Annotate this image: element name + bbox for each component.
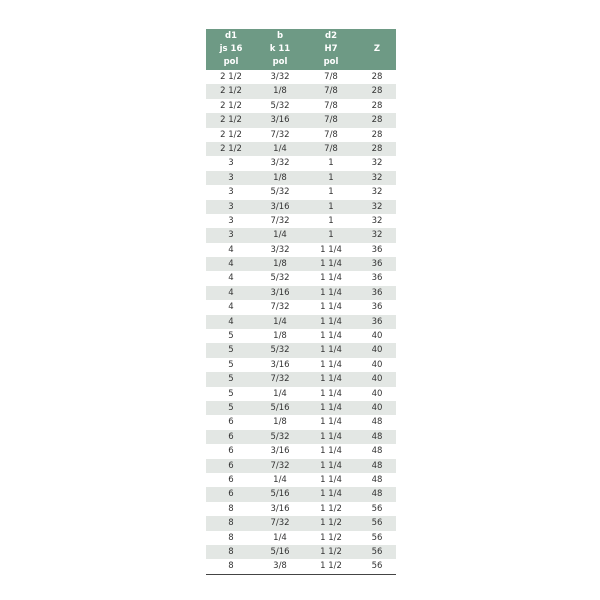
cell-d2: 1 1/4 bbox=[320, 273, 342, 284]
cell-d2: 1 1/4 bbox=[320, 259, 342, 270]
cell-z: 40 bbox=[371, 374, 383, 385]
cell-z: 36 bbox=[371, 287, 383, 298]
table-row bbox=[206, 99, 396, 113]
table-row bbox=[206, 228, 396, 242]
cell-b: 7/32 bbox=[270, 129, 290, 140]
cell-d2: 1 1/4 bbox=[320, 374, 342, 385]
cell-b: 3/16 bbox=[270, 359, 290, 370]
cell-d1: 3 bbox=[228, 201, 234, 212]
table-row bbox=[206, 329, 396, 343]
cell-d1: 6 bbox=[228, 417, 234, 428]
cell-z: 40 bbox=[371, 331, 383, 342]
cell-d2: 1 bbox=[328, 172, 334, 183]
table-row bbox=[206, 200, 396, 214]
table-header bbox=[206, 29, 396, 70]
cell-z: 40 bbox=[371, 345, 383, 356]
cell-d2: 7/8 bbox=[324, 143, 338, 154]
cell-d1: 3 bbox=[228, 158, 234, 169]
cell-d2: 1 bbox=[328, 230, 334, 241]
cell-d1: 2 1/2 bbox=[220, 72, 242, 82]
table-body bbox=[206, 70, 396, 575]
table-row bbox=[206, 128, 396, 142]
header-b-line2: k 11 bbox=[269, 44, 291, 54]
cell-b: 3/32 bbox=[270, 72, 290, 82]
cell-b: 3/16 bbox=[270, 201, 290, 212]
cell-z: 28 bbox=[371, 115, 383, 126]
cell-d1: 5 bbox=[228, 331, 234, 342]
cell-b: 3/16 bbox=[270, 446, 290, 457]
header-d2 bbox=[304, 29, 358, 70]
cell-d2: 1 1/4 bbox=[320, 287, 342, 298]
header-d1-line1: d1 bbox=[225, 31, 237, 41]
header-z-label: Z bbox=[373, 44, 381, 54]
cell-b: 3/16 bbox=[270, 503, 290, 514]
cell-b: 1/4 bbox=[273, 474, 287, 485]
cell-d1: 3 bbox=[228, 215, 234, 226]
table-row bbox=[206, 531, 396, 545]
cell-b: 5/32 bbox=[270, 100, 290, 111]
cell-d1: 2 1/2 bbox=[220, 115, 242, 126]
cell-z: 36 bbox=[371, 273, 383, 284]
cell-d1: 4 bbox=[228, 302, 234, 313]
cell-z: 36 bbox=[371, 259, 383, 270]
table-row bbox=[206, 257, 396, 271]
cell-z: 56 bbox=[371, 546, 383, 557]
table-row bbox=[206, 343, 396, 357]
table-row bbox=[206, 444, 396, 458]
cell-z: 28 bbox=[371, 143, 383, 154]
cell-b: 1/8 bbox=[273, 331, 287, 342]
cell-b: 7/32 bbox=[270, 215, 290, 226]
cell-d2: 7/8 bbox=[324, 100, 338, 111]
table-row bbox=[206, 430, 396, 444]
header-b-line3: pol bbox=[272, 57, 288, 67]
cell-z: 32 bbox=[371, 172, 383, 183]
cell-b: 1/4 bbox=[273, 230, 287, 241]
cell-z: 56 bbox=[371, 518, 383, 529]
header-d1-line3: pol bbox=[223, 57, 239, 67]
cell-d1: 3 bbox=[228, 172, 234, 183]
cell-d2: 1 1/4 bbox=[320, 345, 342, 356]
cell-d1: 4 bbox=[228, 287, 234, 298]
table-row bbox=[206, 315, 396, 329]
cell-b: 3/32 bbox=[270, 244, 290, 255]
cell-z: 28 bbox=[371, 72, 383, 82]
cell-d2: 1 1/4 bbox=[320, 316, 342, 327]
table-row bbox=[206, 516, 396, 530]
cell-b: 5/16 bbox=[270, 402, 290, 413]
cell-b: 1/8 bbox=[273, 172, 287, 183]
cell-d2: 1 bbox=[328, 215, 334, 226]
table-row bbox=[206, 300, 396, 314]
table-row bbox=[206, 84, 396, 98]
table-row bbox=[206, 113, 396, 127]
header-d1-line2: js 16 bbox=[219, 44, 243, 54]
cell-d1: 4 bbox=[228, 316, 234, 327]
cell-z: 48 bbox=[371, 474, 383, 485]
cell-b: 5/32 bbox=[270, 187, 290, 198]
cell-d2: 1 1/4 bbox=[320, 431, 342, 442]
header-b bbox=[256, 29, 304, 70]
cell-d2: 7/8 bbox=[324, 86, 338, 97]
table-row bbox=[206, 401, 396, 415]
cell-z: 32 bbox=[371, 158, 383, 169]
cell-d2: 1 1/2 bbox=[320, 546, 342, 557]
table-row bbox=[206, 185, 396, 199]
cell-z: 36 bbox=[371, 302, 383, 313]
cell-d2: 1 1/4 bbox=[320, 244, 342, 255]
cell-d2: 1 1/2 bbox=[320, 561, 342, 572]
cell-b: 5/16 bbox=[270, 546, 290, 557]
table-row bbox=[206, 271, 396, 285]
table-row bbox=[206, 459, 396, 473]
cell-b: 7/32 bbox=[270, 518, 290, 529]
table-row bbox=[206, 387, 396, 401]
cell-d1: 4 bbox=[228, 273, 234, 284]
cell-z: 28 bbox=[371, 129, 383, 140]
cell-z: 48 bbox=[371, 417, 383, 428]
cell-d1: 8 bbox=[228, 518, 234, 529]
cell-d1: 5 bbox=[228, 345, 234, 356]
cell-b: 1/8 bbox=[273, 259, 287, 270]
header-d1 bbox=[206, 29, 256, 70]
cell-d1: 8 bbox=[228, 503, 234, 514]
cell-d1: 4 bbox=[228, 244, 234, 255]
cell-d1: 3 bbox=[228, 187, 234, 198]
cell-d1: 4 bbox=[228, 259, 234, 270]
table-row bbox=[206, 559, 396, 574]
cell-z: 48 bbox=[371, 489, 383, 500]
table-row bbox=[206, 415, 396, 429]
header-b-line1: b bbox=[276, 31, 284, 41]
table-row bbox=[206, 171, 396, 185]
header-d2-line3: pol bbox=[323, 57, 339, 67]
table-row bbox=[206, 286, 396, 300]
cell-z: 40 bbox=[371, 388, 383, 399]
cell-b: 3/16 bbox=[270, 115, 290, 126]
cell-b: 3/8 bbox=[273, 561, 287, 572]
header-z bbox=[358, 29, 396, 70]
cell-d1: 2 1/2 bbox=[220, 100, 242, 111]
cell-d1: 5 bbox=[228, 374, 234, 385]
cell-z: 56 bbox=[371, 503, 383, 514]
table-row bbox=[206, 545, 396, 559]
cell-d1: 6 bbox=[228, 446, 234, 457]
cell-d2: 1 bbox=[328, 201, 334, 212]
cell-d1: 8 bbox=[228, 532, 234, 543]
cell-b: 1/4 bbox=[273, 143, 287, 154]
table-row bbox=[206, 358, 396, 372]
cell-d2: 1 1/4 bbox=[320, 474, 342, 485]
cell-z: 56 bbox=[371, 532, 383, 543]
cell-b: 1/4 bbox=[273, 388, 287, 399]
cell-b: 7/32 bbox=[270, 460, 290, 471]
cell-d2: 1 1/4 bbox=[320, 388, 342, 399]
cell-b: 1/4 bbox=[273, 316, 287, 327]
cell-d1: 5 bbox=[228, 402, 234, 413]
cell-d2: 1 bbox=[328, 187, 334, 198]
cell-d2: 7/8 bbox=[324, 115, 338, 126]
cell-d2: 1 1/4 bbox=[320, 359, 342, 370]
table-row bbox=[206, 487, 396, 501]
cell-z: 28 bbox=[371, 86, 383, 97]
cell-b: 5/32 bbox=[270, 345, 290, 356]
cell-d1: 5 bbox=[228, 388, 234, 399]
cell-b: 3/16 bbox=[270, 287, 290, 298]
cell-d2: 1 bbox=[328, 158, 334, 169]
table-row bbox=[206, 502, 396, 516]
cell-z: 32 bbox=[371, 201, 383, 212]
cell-b: 5/32 bbox=[270, 431, 290, 442]
table-row bbox=[206, 243, 396, 257]
cell-b: 1/8 bbox=[273, 86, 287, 97]
cell-d2: 1 1/2 bbox=[320, 503, 342, 514]
cell-b: 7/32 bbox=[270, 302, 290, 313]
cell-d2: 1 1/4 bbox=[320, 489, 342, 500]
table-row bbox=[206, 142, 396, 156]
spec-table bbox=[206, 29, 396, 575]
cell-d2: 1 1/4 bbox=[320, 402, 342, 413]
cell-z: 36 bbox=[371, 244, 383, 255]
cell-z: 40 bbox=[371, 359, 383, 370]
cell-b: 7/32 bbox=[270, 374, 290, 385]
cell-d1: 6 bbox=[228, 431, 234, 442]
cell-z: 56 bbox=[371, 561, 383, 572]
cell-d2: 1 1/4 bbox=[320, 446, 342, 457]
cell-b: 3/32 bbox=[270, 158, 290, 169]
cell-d1: 2 1/2 bbox=[220, 129, 242, 140]
cell-b: 1/4 bbox=[273, 532, 287, 543]
header-d2-line1: d2 bbox=[325, 31, 337, 41]
cell-z: 32 bbox=[371, 215, 383, 226]
cell-d2: 1 1/4 bbox=[320, 302, 342, 313]
cell-b: 5/16 bbox=[270, 489, 290, 500]
table-row bbox=[206, 372, 396, 386]
cell-z: 40 bbox=[371, 402, 383, 413]
cell-z: 32 bbox=[371, 187, 383, 198]
cell-z: 48 bbox=[371, 446, 383, 457]
cell-d1: 3 bbox=[228, 230, 234, 241]
cell-d1: 5 bbox=[228, 359, 234, 370]
table-row bbox=[206, 156, 396, 170]
cell-d1: 8 bbox=[228, 561, 234, 572]
cell-d2: 7/8 bbox=[324, 72, 338, 82]
cell-z: 48 bbox=[371, 431, 383, 442]
cell-d1: 6 bbox=[228, 474, 234, 485]
cell-d2: 7/8 bbox=[324, 129, 338, 140]
header-d2-line2: H7 bbox=[324, 44, 338, 54]
cell-d2: 1 1/4 bbox=[320, 331, 342, 342]
cell-d2: 1 1/2 bbox=[320, 518, 342, 529]
cell-z: 28 bbox=[371, 100, 383, 111]
cell-d1: 6 bbox=[228, 460, 234, 471]
cell-d2: 1 1/4 bbox=[320, 417, 342, 428]
cell-z: 36 bbox=[371, 316, 383, 327]
cell-d2: 1 1/2 bbox=[320, 532, 342, 543]
cell-d1: 8 bbox=[228, 546, 234, 557]
cell-d1: 6 bbox=[228, 489, 234, 500]
table-row bbox=[206, 473, 396, 487]
cell-d2: 1 1/4 bbox=[320, 460, 342, 471]
cell-b: 5/32 bbox=[270, 273, 290, 284]
cell-d1: 2 1/2 bbox=[220, 143, 242, 154]
table-row bbox=[206, 214, 396, 228]
cell-z: 48 bbox=[371, 460, 383, 471]
cell-b: 1/8 bbox=[273, 417, 287, 428]
cell-z: 32 bbox=[371, 230, 383, 241]
cell-d1: 2 1/2 bbox=[220, 86, 242, 97]
table-row bbox=[206, 70, 396, 84]
